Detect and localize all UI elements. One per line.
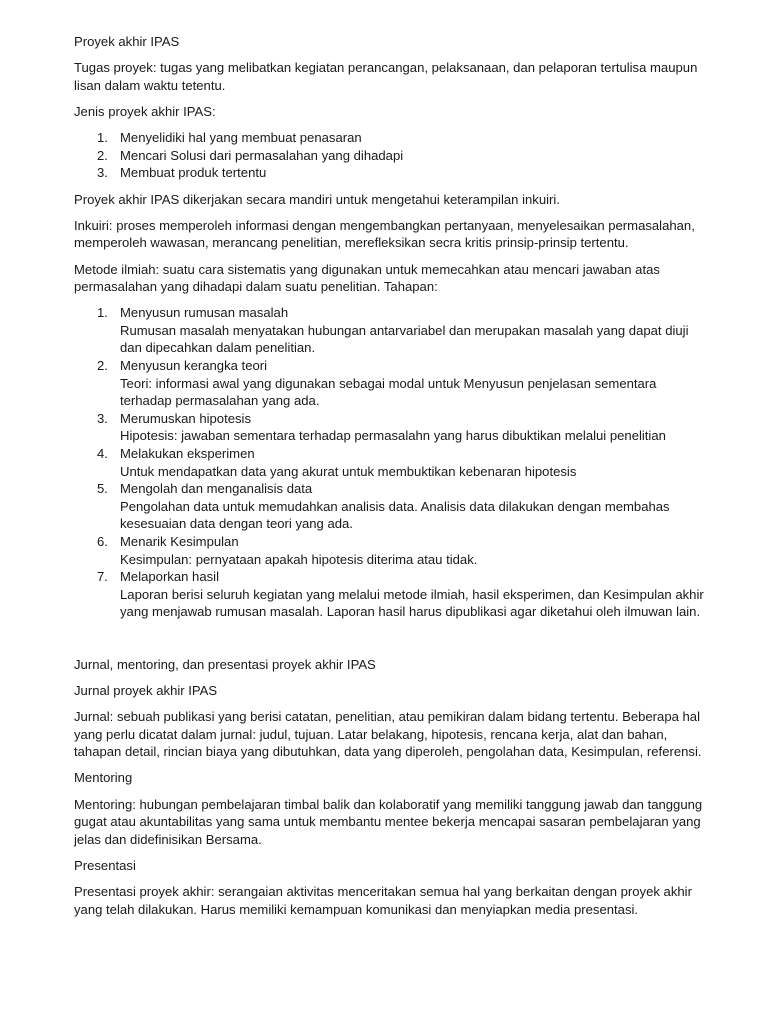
step-description: Kesimpulan: pernyataan apakah hipotesis diterima atau tidak. [120,551,478,567]
list-item [74,357,704,410]
step-description: Teori: informasi awal yang digunakan sebagai modal untuk Menyusun penjelasan sementara terhadap permasalahan yang ada. [120,375,657,409]
jurnal-heading: Jurnal proyek akhir IPAS [74,682,218,698]
list-item [74,480,704,533]
list-number: 1. [97,130,108,146]
step-description: Rumusan masalah menyatakan hubungan antarvariabel dan merupakan masalah yang dapat diuji dan dipecahkan dalam penelitian. [120,322,689,356]
presentasi-heading: Presentasi [74,857,136,873]
step-title: Menyusun rumusan masalah [120,305,289,321]
doc-title: Proyek akhir IPAS [74,34,180,49]
list-number: 3. [97,410,108,426]
list-item [74,410,704,445]
tahapan-list [74,304,704,621]
list-number: 4. [97,446,108,462]
jenis-heading: Jenis proyek akhir IPAS: [74,103,216,119]
step-title: Merumuskan hipotesis [120,410,251,426]
list-item [74,533,704,568]
document-page [74,33,704,927]
step-description: Hipotesis: jawaban sementara terhadap permasalahn yang harus dibuktikan melalui penelitian [120,428,666,444]
list-item [74,304,704,357]
inkuiri-paragraph: Inkuiri: proses memperoleh informasi dengan mengembangkan pertanyaan, menyelesaikan permasalahan, memperoleh wawasan, merancang penelitian, merefleksikan secra kritis prinsip-prinsip tertentu. [74,217,695,251]
step-description: Untuk mendapatkan data yang akurat untuk membuktikan kebenaran hipotesis [120,463,577,479]
step-title: Menarik Kesimpulan [120,534,239,549]
list-number: 2. [97,147,108,163]
mentoring-heading: Mentoring [74,770,133,786]
list-number: 2. [97,358,108,374]
list-number: 5. [97,481,108,497]
step-title: Melaporkan hasil [120,569,219,585]
list-item-text: Membuat produk tertentu [120,165,267,181]
section-title: Jurnal, mentoring, dan presentasi proyek akhir IPAS [74,656,376,672]
presentasi-paragraph: Presentasi proyek akhir: serangaian aktivitas menceritakan semua hal yang berkaitan dengan proyek akhir yang telah dilakukan. Harus memiliki kemampuan komunikasi dan menyiapkan media presentasi. [74,884,692,917]
list-number: 7. [97,569,108,585]
step-description: Laporan berisi seluruh kegiatan yang melalui metode ilmiah, hasil eksperimen, dan Kesimpulan akhir yang menjawab rumusan masalah. Laporan hasil harus dipublikasi agar diketahui oleh ilmuwan lain. [120,586,704,620]
list-item [74,147,704,165]
mandiri-paragraph: Proyek akhir IPAS dikerjakan secara mandiri untuk mengetahui keterampilan inkuiri. [74,191,560,207]
list-item-text: Mencari Solusi dari permasalahan yang dihadapi [120,147,404,163]
jenis-list [74,129,704,182]
list-number: 6. [97,534,108,549]
list-number: 3. [97,165,108,181]
list-item [74,129,704,147]
mentoring-paragraph: Mentoring: hubungan pembelajaran timbal balik dan kolaboratif yang memiliki tanggung jawab dan tanggung gugat atau akuntabilitas yang sama untuk membantu mentee bekerja mencapai sasaran pembelajaran yang jelas dan didefinisikan Bersama. [74,796,703,847]
step-title: Mengolah dan menganalisis data [120,481,313,497]
tugas-paragraph: Tugas proyek: tugas yang melibatkan kegiatan perancangan, pelaksanaan, dan pelaporan tertulisa maupun lisan dalam waktu tetentu. [74,60,698,93]
metode-paragraph: Metode ilmiah: suatu cara sistematis yang digunakan untuk memecahkan atau mencari jawaban atas permasalahan yang dihadapi dalam suatu penelitian. Tahapan: [74,261,660,295]
list-item [74,445,704,480]
step-description: Pengolahan data untuk memudahkan analisis data. Analisis data dilakukan dengan membahas kesesuaian data dengan teori yang ada. [120,498,670,532]
list-item [74,568,704,621]
jurnal-paragraph: Jurnal: sebuah publikasi yang berisi catatan, penelitian, atau pemikiran dalam bidang tertentu. Beberapa hal yang perlu dicatat dalam jurnal: judul, tujuan. Latar belakang, hipotesis, rencana kerja, alat dan bahan, tahapan detail, rincian biaya yang dibutuhkan, data yang diperoleh, pengolahan data, Kesimpulan, referensi. [74,708,702,760]
step-title: Menyusun kerangka teori [120,358,268,374]
list-item [74,164,704,182]
step-title: Melakukan eksperimen [120,446,255,462]
list-item-text: Menyelidiki hal yang membuat penasaran [120,130,362,146]
list-number: 1. [97,305,108,321]
blank-line [74,630,704,656]
